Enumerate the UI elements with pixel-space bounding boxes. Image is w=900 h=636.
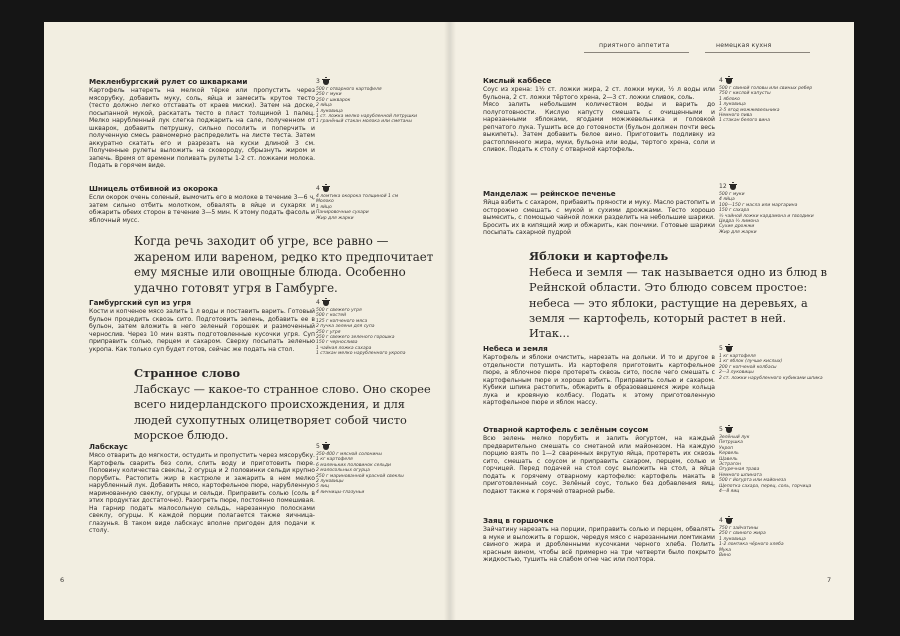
ingredient: Огуречная трава	[719, 467, 760, 473]
ingredient: 4—8 яиц	[719, 489, 740, 495]
running-header-left: приятного аппетита	[599, 42, 670, 49]
servings-count: 5	[719, 426, 723, 433]
recipe-text: Картофель и яблоки очистить, нарезать на дольки. И то и другое в отдельности потушить. Из картофеля приготовить картофельное пюре, а яблочное пюре протереть сквозь сито, после чего смешать с картофельным пюре и хорошо взбить. Приправить солью и сахаром. Кубики шпика растопить, обжарить в образовавшемся жире кольца лука и кровяную колбасу. Подать к этому приготовленную картофельное пюре и яблок массу.	[483, 354, 715, 407]
ingredient: 250 г свиного жира	[719, 531, 766, 537]
recipe-hare-in-pot	[483, 516, 715, 564]
ingredients-ham-schnitzel	[316, 185, 421, 221]
ingredient: 2 луковицы	[316, 479, 344, 485]
ingredient: Жир для жарки	[719, 229, 757, 235]
ingredient: 1 ст. ложка мелко нарубленной петрушки	[316, 114, 418, 120]
ingredient: 500 г отварного картофеля	[316, 87, 382, 92]
ingredient: 1 чайная ложка сахара	[316, 345, 372, 351]
recipe-text-cont: Мясо залить небольшим количеством воды и варить до полуготовности. Кислую капусту смешать с очищенными и нарезанными яблоками, ягодами можжевельника и головкой репчатого лука. Тушить все до готовности (бульон должен почти весь выкипеть). Затем добавить белое вино. Приготовить подливку из растопленного жира, муки, бульона или воды, тертого хрена, соли и сливок. Подать к столу с отварной картофель.	[483, 101, 715, 154]
ingredient: 2—3 луковицы	[719, 370, 754, 376]
ingredient: 500 г костей	[316, 313, 347, 319]
section-text: Небеса и земля — так называется одно из блюд в Рейнской области. Это блюдо совсем простое: небеса — это яблоки, растущие на деревьях, а земля — картофель, который растет в ней. Итак...	[529, 266, 828, 341]
recipe-ham-schnitzel	[89, 184, 315, 224]
recipe-text: Яйца взбить с сахаром, прибавить пряности и муку. Масло растопить и осторожно смешать с мукой и сухими дрожжами. Тесто хорошо вымесить, с помощью чайной ложки разделить на небольшие шарики. Бросить их в кипящий жир и обжарить, как пончики. Готовые шарики посыпать сахарной пудрой	[483, 199, 715, 237]
ingredient: 1 луковица	[719, 102, 746, 108]
ingredient: 4 яичницы-глазуньи	[316, 489, 365, 495]
ingredient: 3-5 ягод можжевельника	[719, 107, 780, 113]
ingredient: Вино	[719, 553, 731, 559]
servings-count: 4	[719, 77, 723, 84]
ingredient: 1 кг яблок (лучше кислых)	[719, 359, 783, 365]
ingredient: Укроп	[719, 445, 734, 451]
ingredient: 4 яйца	[719, 197, 735, 203]
ingredient: 250 г муки	[316, 92, 342, 98]
recipe-text: Мясо отварить до мягкости, остудить и пропустить через мясорубку. Картофель сварить без соли, слить воду и приготовить пюре. Половину количества свеклы, 2 огурца и 2 половинки сельди крупно порубить. Растопить жир в кастрюле и зажарить в нем мелко нарубленный лук. Добавить мясо, картофельное пюре, нарубленную маринованную свеклу, огурцы и сельди. Приправить солью (соль в этих продуктах достаточно). Разогреть пюре, постоянно помешивая. На гарнир подать малосольную сельдь, нарезанную полосками свеклу, огурцы. К каждой порции полагается также яичница-глазунья. В таком виде лабскаус вполне пригоден для подачи к столу.	[89, 452, 315, 535]
ingredient: 2 пучка зелени для супа	[316, 324, 375, 330]
ingredient: 2 яйца	[316, 103, 332, 109]
ingredient: Щавель	[719, 456, 738, 462]
recipe-title: Гамбургский суп из угря	[89, 298, 191, 307]
ingredient: 1 луковица	[316, 108, 343, 114]
recipe-hamburg-eel-soup	[89, 298, 315, 353]
servings-count: 12	[719, 183, 727, 190]
pot-icon	[730, 185, 736, 190]
pot-icon	[726, 79, 732, 84]
ingredient: 1 кг картофеля	[316, 457, 353, 463]
recipe-title: Кислый каббесе	[483, 76, 552, 85]
ingredient: Щепотка сахара, перец, соль, горчица	[719, 483, 812, 489]
recipe-title: Небеса и земля	[483, 344, 548, 353]
recipe-labskaus	[89, 442, 315, 535]
ingredients-sour-kabbese	[719, 77, 831, 124]
ingredients-heaven-and-earth	[719, 345, 831, 381]
ingredient: 100—150 г масла или маргарина	[719, 202, 798, 208]
pot-icon	[323, 187, 329, 192]
ingredient: 1 стакан белого вина	[719, 118, 770, 124]
ingredient: 200 г копченой колбасы	[719, 364, 777, 370]
pot-icon	[726, 428, 732, 433]
ingredients-mandelazh	[719, 183, 831, 235]
recipe-title: Шницель отбивной из окорока	[89, 184, 218, 193]
ingredient: 500 г муки	[719, 192, 745, 197]
recipe-potato-green-sauce	[483, 425, 715, 495]
ingredient: 1-2 ломтика чёрного хлеба	[719, 542, 784, 548]
recipe-text: Картофель натереть на мелкой тёрке или пропустить через мясорубку, добавить муку, соль, яйца и замесить крутое тесто (тесто должно легко отставать от краев миски). Затем на доске, посыпанной мукой, раскатать тесто в пласт толщиной 1 палец. Мелко нарубленный лук слегка поджарить на сале, полученном от шкварок, добавить петрушку, сильно посолить и поперчить и полученную смесь равномерно распределить на листе теста. Затем аккуратно скатать его и разрезать на куски длиной 3 см. Полученные рулеты выложить на сковороду, сбрызнуть жиром и запечь. Время от времени поливать рулеты 1-2 ст. ложками молока. Подать в горячем виде.	[89, 87, 315, 170]
ingredients-labskaus	[316, 443, 421, 495]
page-number: 6	[60, 576, 65, 584]
ingredient: Немного пива	[719, 113, 753, 119]
pot-icon	[323, 445, 329, 450]
ingredient: Цедра ½ лимона	[719, 219, 759, 225]
recipe-title: Лабскаус	[89, 442, 128, 451]
pot-icon	[726, 347, 732, 352]
ingredient: 6 маленьких половинок сельди	[316, 462, 391, 468]
eel-quote: Когда речь заходит об угре, все равно — жареном или вареном, редко кто предпочитает ему мясные или овощные блюда. Особенно удачно готовят угря в Гамбурге.	[134, 234, 434, 295]
recipe-title: Манделаж — рейнское печенье	[483, 189, 616, 198]
ingredient: 350-400 г мясной солонины	[316, 452, 382, 457]
header-rule	[705, 52, 810, 53]
ingredient: 500 г йогурта или майонеза	[719, 478, 787, 484]
ingredient: 2 ст. ложки нарубленного кубиками шпика	[719, 375, 823, 381]
left-page	[44, 22, 449, 620]
pot-icon	[323, 301, 329, 306]
ingredient: Мука	[719, 547, 732, 553]
ingredient: Панировочные сухари	[316, 210, 369, 216]
ingredients-meklenburg-roll	[316, 78, 421, 125]
ingredient: 250 г угря	[316, 329, 341, 335]
recipe-title: Заяц в горшочке	[483, 516, 554, 525]
book-gutter	[444, 22, 456, 620]
recipe-text: Зайчатину нарезать на порции, приправить солью и перцем, обвалять в муке и выложить в горшок, чередуя мясо с нарезанными ломтиками свиного жира и дробленными кусочками черного хлеба. Полить красным вином, чтобы всё примерно на три четверти было покрыто жидкостью, тушить на слабом огне час или полтора.	[483, 526, 715, 564]
ingredient: 1 гранёный стакан молока или сметаны	[316, 119, 412, 125]
servings-count: 4	[316, 185, 320, 192]
servings-count: 5	[719, 345, 723, 352]
page-number: 7	[827, 576, 832, 584]
recipe-text: Кости и копченое мясо залить 1 л воды и поставить варить. Готовый бульон процедить сквозь сито. Подготовить зелень, добавить ее в бульон, затем вложить в него зеленый горошек и размоченный чернослив. Через 10 мин взять подготовленные кусочки угря. Суп приправить солью, перцем и сахаром. Сверху посыпать зеленью укропа. Как только суп будет готов, сейчас же подать на стол.	[89, 308, 315, 353]
section-text: Лабскаус — какое-то странное слово. Оно скорее всего нидерландского происхождения, и для людей сухопутных олицетворяет собой чисто морское блюдо.	[134, 383, 431, 442]
ingredient: 500 г свежего угря	[316, 308, 362, 313]
ingredient: 125 г копченого мяса	[316, 318, 368, 324]
ingredient: 150 г сахара	[719, 208, 750, 214]
ingredient: 2 малосольных огурца	[316, 468, 370, 474]
ingredient: 1 кг картофеля	[719, 354, 756, 359]
ingredient: 150 г чернослива	[316, 340, 358, 346]
ingredient: Эстрагон	[719, 462, 741, 468]
ingredients-potato-green-sauce	[719, 426, 831, 494]
ingredient: 250 г маринованной красной свеклы	[316, 473, 404, 479]
ingredient: Кервель	[719, 451, 739, 457]
running-header-right: немецкая кухня	[716, 42, 772, 49]
ingredient: 500 г свиной головы или свиных ребер	[719, 86, 813, 91]
ingredient: Сухие дрожжи	[719, 224, 755, 230]
recipe-sour-kabbese	[483, 76, 715, 154]
section-title: Яблоки и картофель	[529, 249, 669, 263]
recipe-mandelazh	[483, 189, 715, 237]
header-rule	[584, 52, 689, 53]
ingredient: 4 ломтика окорока толщиной 1 см	[316, 194, 399, 199]
servings-count: 4	[719, 517, 723, 524]
pot-icon	[726, 519, 732, 524]
ingredient: Молоко	[316, 199, 334, 205]
ingredient: 5 яиц	[316, 484, 329, 490]
pot-icon	[323, 80, 329, 85]
ingredient: 750 г кислой капусты	[719, 91, 771, 97]
ingredient: 250 г шкварок	[316, 97, 351, 103]
servings-count: 4	[316, 299, 320, 306]
ingredient: Немного шпината	[719, 472, 762, 478]
servings-count: 3	[316, 78, 320, 85]
book-spread	[44, 22, 854, 620]
ingredient: 1 яблоко	[719, 96, 740, 102]
section-title: Странное слово	[134, 366, 241, 380]
ingredient: 250 г свежего зеленого горошка	[316, 335, 395, 341]
ingredient: ½ чайной ложки кардамона и гвоздики	[719, 213, 814, 219]
ingredients-hare-in-pot	[719, 517, 831, 558]
recipe-text: Соус из хрена: 1½ ст. ложки жира, 2 ст. ложки муки, ½ л воды или бульона, 2 ст. ложки тёртого хрена, 2—3 ст. ложки сливок, соль.	[483, 86, 715, 101]
recipe-meklenburg-roll	[89, 77, 315, 170]
ingredient: Жир для жарки	[316, 215, 354, 221]
recipe-text: Если окорок очень соленый, вымочить его в молоке в течение 3—6 ч, затем сильно отбить молотком, обвалять в яйце и сухарях и обжарить обеих сторон в течение 3—5 мин. К этому подать фасоль и яблочный мусс.	[89, 194, 315, 224]
servings-count: 5	[316, 443, 320, 450]
recipe-text: Всю зелень мелко порубить и залить йогуртом, на каждый предварительно смешать со сметаной или майонезом. На каждую порцию взять по 1—2 сваренных вкрутую яйца, протереть их сквозь сито, смешать с соусом и приправить сахаром, перцем, солью и горчицей. Перед подачей на стол соус выложить на стол, а яйца подать к горячему отварному картофелю: картофель макать в приготовленный соус. Зелёный соус, только без добавления яиц, подают также к горячей отварной рыбе.	[483, 435, 715, 495]
recipe-title: Отварной картофель с зелёным соусом	[483, 425, 649, 434]
recipe-title: Мекленбургский рулет со шкварками	[89, 77, 248, 86]
ingredient: Зелёный лук	[719, 435, 750, 440]
right-page	[449, 22, 854, 620]
ingredients-hamburg-eel-soup	[316, 299, 421, 357]
ingredient: Петрушка	[719, 440, 743, 446]
ingredient: 1 яйцо	[316, 204, 332, 210]
recipe-heaven-and-earth	[483, 344, 715, 407]
ingredient: 1 стакан мелко нарубленного укропа	[316, 351, 406, 357]
ingredient: 750 г зайчатины	[719, 526, 759, 531]
ingredient: 1 луковица	[719, 536, 746, 542]
